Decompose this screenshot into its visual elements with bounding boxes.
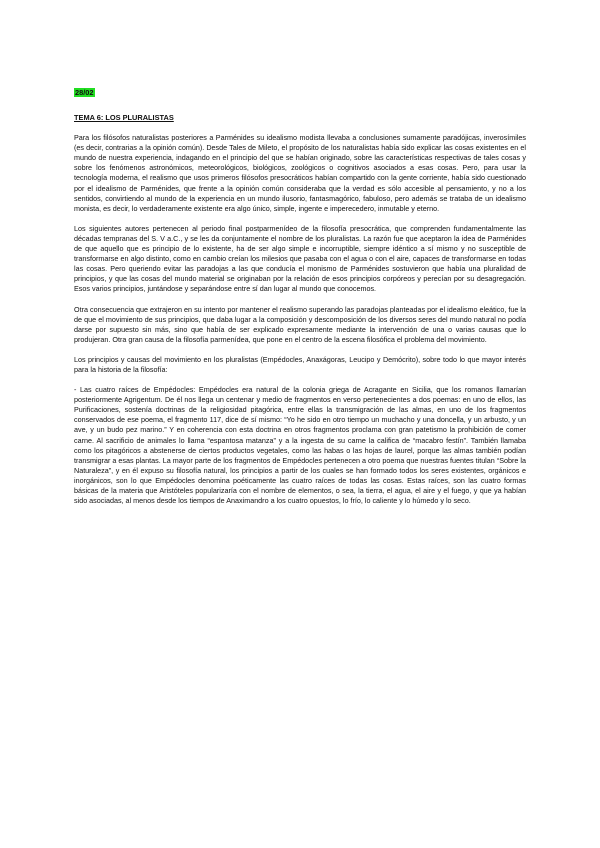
paragraph: Los siguientes autores pertenecen al periodo final postparmenídeo de la filosofía presocrática, que comprenden fundamentalmente las décadas tempranas del S. V a.C., y se les da conjuntamente el nombre de los pluralistas. La razón fue que aceptaron la idea de Parménides de que aquello que es principio de lo existente, ha de ser algo simple e incorruptible, siempre idéntico a sí mismo y no susceptible de transformarse en algo distinto, como en cambio creían los milesios que pasaba con el agua o con el aire, capaces de transformarse en todas las cosas. Pero queriendo evitar las paradojas a las que conducía el monismo de Parménides sostuvieron que había una pluralidad de principios, y que las cosas del mundo material se originaban por la relación de esos principios corpóreos y perecían por su desagregación. Esos varios principios, juntándose y separándose entre sí dan lugar al mundo que conocemos. [74,223,526,294]
date-line [74,88,526,98]
section-title: TEMA 6: LOS PLURALISTAS [74,113,174,123]
paragraph: Para los filósofos naturalistas posteriores a Parménides su idealismo modista llevaba a conclusiones sumamente paradójicas, inverosímiles (es decir, contrarias a la opinión común). Desde Tales de Mileto, el propósito de los naturalistas había sido explicar las cosas existentes en el mundo de nuestra experiencia, indagando en el principio del que se habían originado, sobre las características respectivas de tales cosas y sobre los fenómenos astronómicos, meteorológicos, biológicos, zoológicos o cognitivos asociados a esas cosas. Pero, para usar la tecnología moderna, el realismo que usos primeros filósofos presocráticos habían compartido con la gente corriente, había sido cuestionado por el idealismo de Parménides, que frente a la opinión común consideraba que la verdad es sólo accesible al pensamiento, y no a los sentidos, convirtiendo al mundo de la experiencia en un mundo ilusorio, fantasmagórico, fabuloso, pero además se trataba de un idealismo monista, es decir, lo verdaderamente existente era algo único, simple, ingente e imperecedero, inmutable y eterno. [74,133,526,213]
document-page [74,88,526,506]
paragraph: Los principios y causas del movimiento en los pluralistas (Empédocles, Anaxágoras, Leucipo y Demócrito), sobre todo lo que mayor interés para la historia de la filosofía: [74,354,526,374]
date-highlight: 28/02 [75,88,94,97]
paragraph: Otra consecuencia que extrajeron en su intento por mantener el realismo superando las paradojas planteadas por el idealismo eleático, fue la de que el movimiento de sus principios, que daba lugar a la composición y descomposición de los diversos seres del mundo natural no podía darse por supuesto sin más, sino que había de ser explicado expresamente mediante la intervención de una o varias causas que lo produjeran. Otra gran causa de la filosofía parmenídea, que pone en el centro de la escena filosófica el problema del movimiento. [74,304,526,344]
paragraph: - Las cuatro raíces de Empédocles: Empédocles era natural de la colonia griega de Acragante en Sicilia, que los romanos llamarían posteriormente Agrigentum. De él nos llega un centenar y medio de fragmentos en verso pertenecientes a dos poemas: en uno de ellos, las Purificaciones, sostenía doctrinas de la religiosidad pitagórica, entre ellas la transmigración de las almas, en uno de los fragmentos conservados de ese poema, el fragmento 117, dice de sí mismo: “Yo he sido en otro tiempo un muchacho y una doncella, y un arbusto, y un ave, y un budo pez marino.” Y en coherencia con esta doctrina en otros fragmentos proclama con gran patetismo la prohibición de comer carne. Al sacrificio de animales lo llama “espantosa matanza” y a la ingesta de su carne la califica de “macabro festín”. También llamaba como los pitagóricos a abstenerse de ciertos productos vegetales, como las habas o las hojas de laurel, porque las almas también podían transmigrar a esas plantas. La mayor parte de los fragmentos de Empédocles pertenecen a otro poema que nuestras fuentes titulan “Sobre la Naturaleza”, y en él expuso su filosofía natural, los principios a partir de los cuales se han formado todos los seres existentes, orgánicos e inorgánicos, son lo que Empédocles denomina poéticamente las cuatro raíces de todas las cosas. Estas raíces, son las cuatro formas básicas de la materia que Aristóteles popularizaría con el nombre de elementos, o sea, la tierra, el agua, el aire y el fuego, y que ya habían sido asociadas, al menos desde los tiempos de Anaximandro a los cuatro opuestos, lo frío, lo caliente y lo húmedo y lo seco. [74,385,526,506]
